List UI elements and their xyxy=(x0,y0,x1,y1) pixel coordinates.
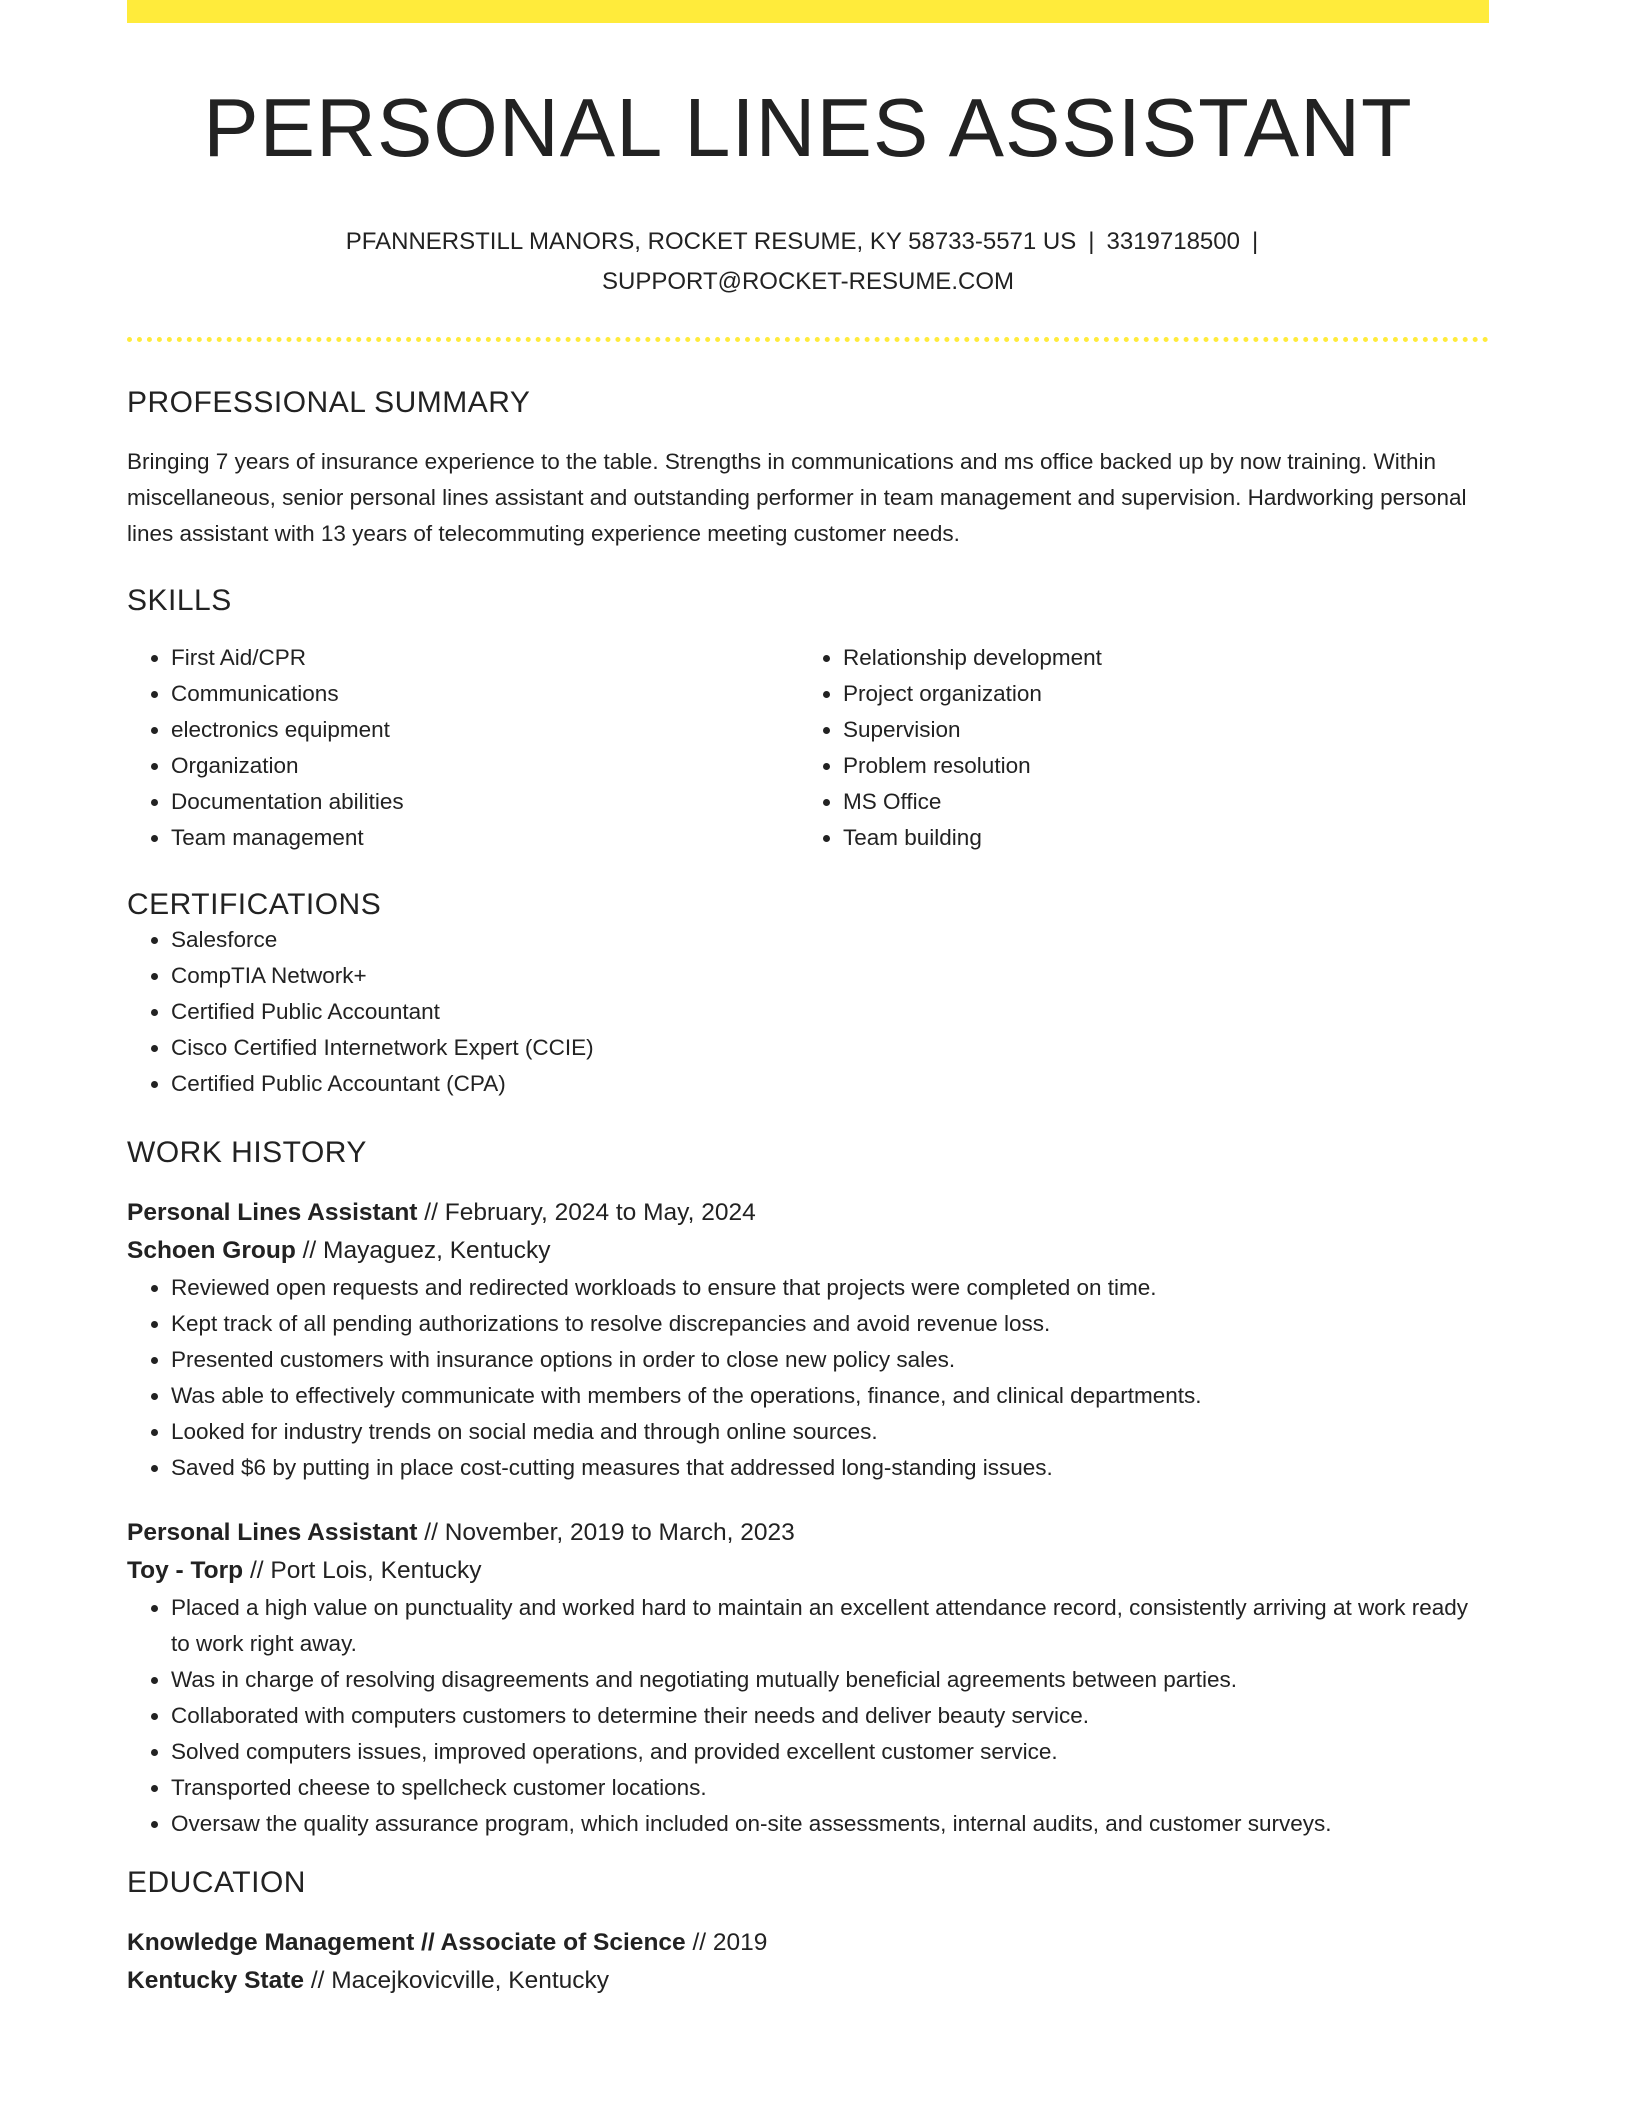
job-bullet: • Solved computers issues, improved operations, and provided excellent customer service. xyxy=(171,1734,1489,1770)
education-degree: Knowledge Management // Associate of Science xyxy=(127,1929,686,1957)
skill-item: • Project organization xyxy=(843,676,1471,712)
resume-page xyxy=(127,0,1489,2000)
job-bullets xyxy=(127,1270,1489,1486)
job-company-line xyxy=(127,1552,1489,1590)
job-entry xyxy=(127,1194,1489,1486)
contact-address: PFANNERSTILL MANORS, ROCKET RESUME, KY 58733-5571 US xyxy=(345,228,1077,256)
skill-item: • Relationship development xyxy=(843,640,1471,676)
certification-item: • CompTIA Network+ xyxy=(171,958,1489,994)
skills-column-right xyxy=(799,640,1471,856)
job-title-line xyxy=(127,1514,1489,1552)
job-location: Port Lois, Kentucky xyxy=(270,1557,482,1585)
skill-item: • Team building xyxy=(843,820,1471,856)
job-company-line xyxy=(127,1232,1489,1270)
contact-separator: | xyxy=(1251,228,1259,256)
skill-item: • Team management xyxy=(171,820,799,856)
certification-item: • Cisco Certified Internetwork Expert (CCIE) xyxy=(171,1030,1489,1066)
skill-item: • MS Office xyxy=(843,784,1471,820)
skill-item: • Problem resolution xyxy=(843,748,1471,784)
job-bullet: • Oversaw the quality assurance program, which included on-site assessments, internal audits, and customer surveys. xyxy=(171,1806,1489,1842)
delimiter: // xyxy=(424,1199,438,1227)
skill-item: • electronics equipment xyxy=(171,712,799,748)
contact-phone: 3319718500 xyxy=(1106,228,1240,256)
skill-item: • Documentation abilities xyxy=(171,784,799,820)
skills-column-left xyxy=(127,640,799,856)
delimiter: // xyxy=(249,1557,264,1585)
delimiter: // xyxy=(692,1929,707,1957)
job-bullet: • Kept track of all pending authorizations to resolve discrepancies and avoid revenue loss. xyxy=(171,1306,1489,1342)
job-bullets xyxy=(127,1590,1489,1842)
skill-item: • Supervision xyxy=(843,712,1471,748)
certification-item: • Certified Public Accountant (CPA) xyxy=(171,1066,1489,1102)
delimiter: // xyxy=(302,1237,317,1265)
delimiter: // xyxy=(310,1967,325,1995)
job-bullet: • Reviewed open requests and redirected workloads to ensure that projects were completed on time. xyxy=(171,1270,1489,1306)
certification-item: • Salesforce xyxy=(171,922,1489,958)
job-company: Schoen Group xyxy=(127,1237,296,1265)
certifications-heading: CERTIFICATIONS xyxy=(127,888,382,922)
job-company: Toy - Torp xyxy=(127,1557,244,1585)
contact-separator: | xyxy=(1088,228,1095,256)
job-title-line xyxy=(127,1194,1489,1232)
resume-title: PERSONAL LINES ASSISTANT xyxy=(203,81,1413,174)
contact-line-2 xyxy=(127,262,1489,302)
contact-line-1 xyxy=(127,222,1489,262)
contact-email: SUPPORT@ROCKET-RESUME.COM xyxy=(602,268,1014,296)
job-location: Mayaguez, Kentucky xyxy=(323,1237,551,1265)
job-bullet: • Saved $6 by putting in place cost-cutting measures that addressed long-standing issues. xyxy=(171,1450,1489,1486)
summary-text: Bringing 7 years of insurance experience to the table. Strengths in communications and ms office backed up by now training. Within miscellaneous, senior personal lines assistant and outstanding performer in team management and supervision. Hardworking personal lines assistant with 13 years of telecommuting experience meeting customer needs. xyxy=(127,449,1467,547)
skill-item: • Communications xyxy=(171,676,799,712)
education-year: 2019 xyxy=(712,1929,768,1957)
delimiter: // xyxy=(424,1519,438,1547)
skills-list xyxy=(127,640,1489,856)
education-location: Macejkovicville, Kentucky xyxy=(331,1967,610,1995)
education-school: Kentucky State xyxy=(127,1967,305,1995)
work-history-heading: WORK HISTORY xyxy=(127,1136,367,1170)
job-entry xyxy=(127,1514,1489,1842)
job-dates: February, 2024 to May, 2024 xyxy=(444,1199,756,1227)
certifications-list xyxy=(127,922,1489,1102)
job-bullet: • Presented customers with insurance options in order to close new policy sales. xyxy=(171,1342,1489,1378)
contact-info xyxy=(127,222,1489,302)
job-bullet: • Looked for industry trends on social media and through online sources. xyxy=(171,1414,1489,1450)
top-accent-bar xyxy=(127,0,1489,23)
job-bullet: • Was able to effectively communicate with members of the operations, finance, and clinical departments. xyxy=(171,1378,1489,1414)
dotted-divider xyxy=(127,337,1489,342)
skill-item: • Organization xyxy=(171,748,799,784)
summary-heading: PROFESSIONAL SUMMARY xyxy=(127,386,531,420)
job-bullet: • Collaborated with computers customers to determine their needs and deliver beauty service. xyxy=(171,1698,1489,1734)
education-degree-line xyxy=(127,1924,1489,1962)
education-school-line xyxy=(127,1962,1489,2000)
job-bullet: • Transported cheese to spellcheck customer locations. xyxy=(171,1770,1489,1806)
education-heading: EDUCATION xyxy=(127,1866,306,1900)
skills-heading: SKILLS xyxy=(127,584,232,618)
skill-item: • First Aid/CPR xyxy=(171,640,799,676)
job-bullet: • Was in charge of resolving disagreements and negotiating mutually beneficial agreements between parties. xyxy=(171,1662,1489,1698)
certification-item: • Certified Public Accountant xyxy=(171,994,1489,1030)
job-role: Personal Lines Assistant xyxy=(127,1199,418,1227)
job-bullet: • Placed a high value on punctuality and worked hard to maintain an excellent attendance record, consistently arriving at work ready to work right away. xyxy=(171,1590,1489,1662)
job-role: Personal Lines Assistant xyxy=(127,1519,418,1547)
job-dates: November, 2019 to March, 2023 xyxy=(444,1519,795,1547)
